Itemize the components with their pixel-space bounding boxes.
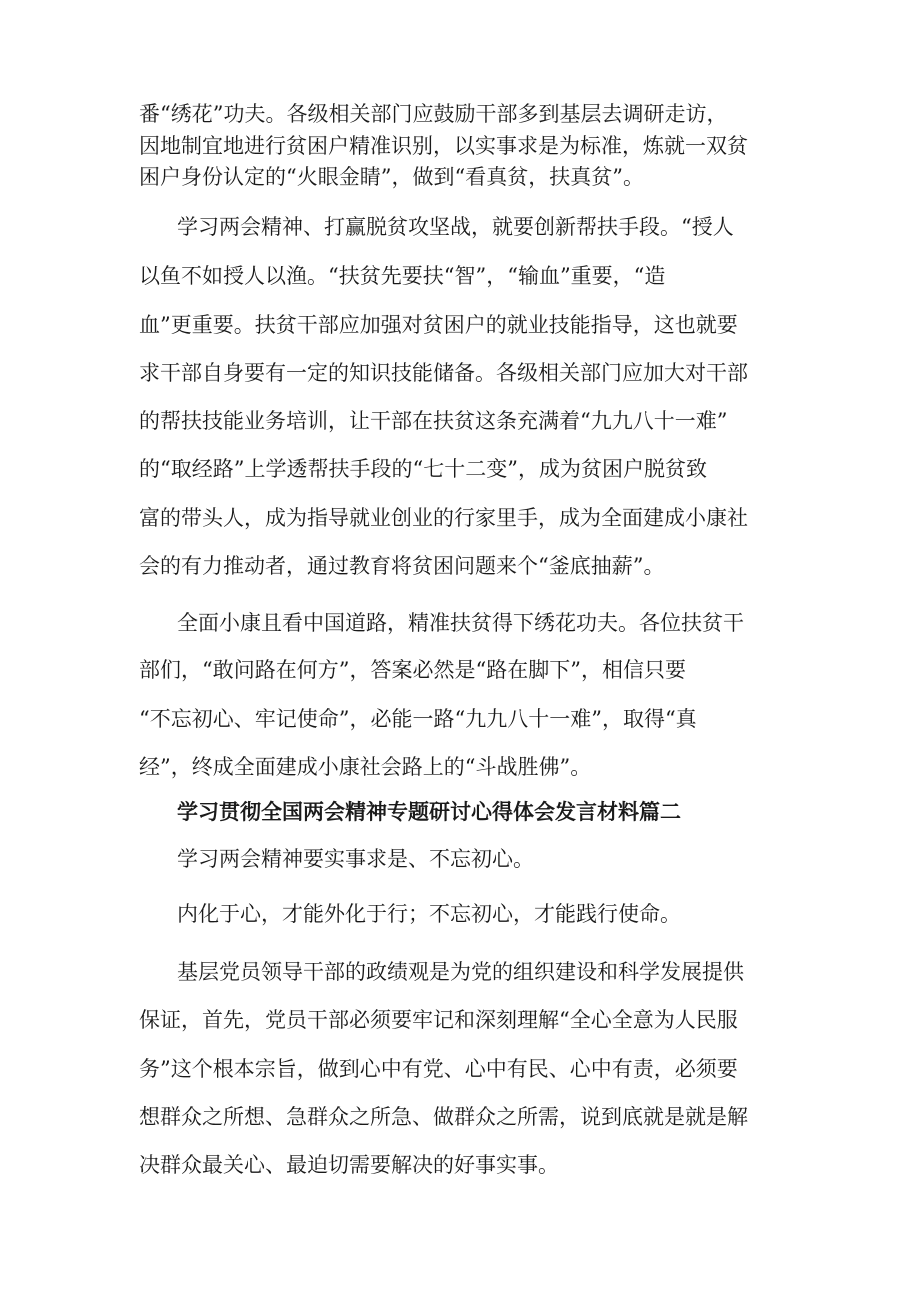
paragraph6-line-2: 保证，首先，党员干部必须要牢记和深刻理解“全心全意为人民服 <box>139 1008 738 1032</box>
section-heading: 学习贯彻全国两会精神专题研讨心得体会发言材料篇二 <box>177 799 681 824</box>
paragraph2-line-4: 求干部自身要有一定的知识技能储备。各级相关部门应加大对干部 <box>139 361 748 385</box>
paragraph2-line-1: 学习两会精神、打赢脱贫攻坚战，就要创新帮扶手段。“授人 <box>177 215 734 239</box>
paragraph3-line-4: 经”，终成全面建成小康社会路上的“斗战胜佛”。 <box>139 755 592 779</box>
paragraph2-line-6: 的“取经路”上学透帮扶手段的“七十二变”，成为贫困户脱贫致 <box>139 457 707 481</box>
paragraph2-line-5: 的帮扶技能业务培训，让干部在扶贫这条充满着“九九八十一难” <box>139 409 728 433</box>
intro-line-1: 番“绣花”功夫。各级相关部门应鼓励干部多到基层去调研走访， <box>139 102 728 126</box>
paragraph6-line-3: 务”这个根本宗旨，做到心中有党、心中有民、心中有责，必须要 <box>139 1057 738 1081</box>
paragraph4: 学习两会精神要实事求是、不忘初心。 <box>177 847 534 871</box>
paragraph3-line-2: 部们，“敢问路在何方”，答案必然是“路在脚下”，相信只要 <box>139 658 686 682</box>
paragraph2-line-3: 血”更重要。扶贫干部应加强对贫困户的就业技能指导，这也就要 <box>139 313 738 337</box>
paragraph6-line-4: 想群众之所想、急群众之所急、做群众之所需，说到底就是就是解 <box>139 1105 748 1129</box>
paragraph2-line-7: 富的带头人，成为指导就业创业的行家里手，成为全面建成小康社 <box>139 506 748 530</box>
paragraph2-line-2: 以鱼不如授人以渔。“扶贫先要扶“智”，“输血”重要，“造 <box>139 264 666 288</box>
paragraph6-line-1: 基层党员领导干部的政绩观是为党的组织建设和科学发展提供 <box>177 960 744 984</box>
intro-line-2: 因地制宜地进行贫困户精准识别，以实事求是为标准，炼就一双贫 <box>139 134 748 158</box>
paragraph3-line-1: 全面小康且看中国道路，精准扶贫得下绣花功夫。各位扶贫干 <box>177 611 744 635</box>
intro-line-3: 困户身份认定的“火眼金睛”，做到“看真贫，扶真贫”。 <box>139 165 644 189</box>
paragraph5: 内化于心，才能外化于行；不忘初心，才能践行使命。 <box>177 902 681 926</box>
paragraph2-line-8: 会的有力推动者，通过教育将贫困问题来个“釜底抽薪”。 <box>139 554 665 578</box>
paragraph6-line-5: 决群众最关心、最迫切需要解决的好事实事。 <box>139 1153 559 1177</box>
paragraph3-line-3: “不忘初心、牢记使命”，必能一路“九九八十一难”，取得“真 <box>139 707 697 731</box>
